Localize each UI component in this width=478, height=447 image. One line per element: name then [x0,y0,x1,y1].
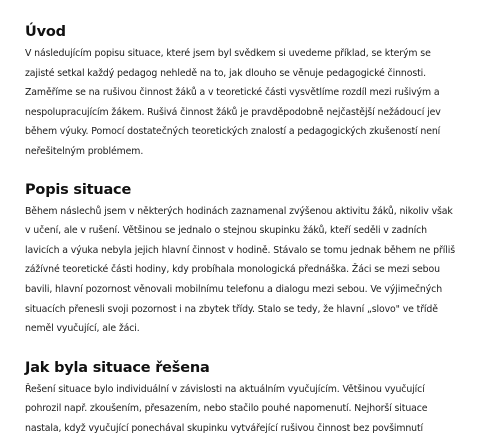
section-heading-jak-byla-situace-resena: Jak byla situace řešena [25,359,210,376]
paragraph-line: nespolupracujícím žákem. Rušivá činnost žáků je pravděpodobně nejčastější nežádoucí jev [25,106,441,118]
section-heading-popis-situace: Popis situace [25,181,132,198]
paragraph-line: Řešení situace bylo individuální v závislosti na aktuálním vyučujícím. Většinou vyučující [25,383,425,395]
section-body-popis-situace [25,202,471,339]
paragraph-line: V následujícím popisu situace, které jsem byl svědkem si uvedeme příklad, se kterým se [25,48,431,59]
paragraph-line: bavili, hlavní pozornost věnovali mobilnímu telefonu a dialogu mezi sebou. Ve výjimečných [25,283,443,295]
paragraph-line: neměl vyučující, ale žáci. [25,323,140,335]
paragraph-line: v učení, ale v rušení. Většinou se jednalo o stejnou skupinku žáků, kteří seděli v zadních [25,225,428,237]
section-heading-uvod: Úvod [25,24,66,40]
paragraph-line: zážívné teoretické části hodiny, kdy probíhala monologická přednáška. Žáci se mezi sebou [25,264,440,276]
paragraph-line: neřešitelným problémem. [25,145,144,157]
paragraph-line: Během náslechů jsem v některých hodinách zaznamenal zvýšenou aktivitu žáků, nikoliv však [25,205,453,217]
paragraph-line: nastala, když vyučující ponechával skupinku vytvářející rušivou činnost bez povšimnutí [25,422,424,434]
paragraph-line: zajisté setkal každý pedagog nehledě na to, jak dlouho se věnuje pedagogické činnosti. [25,67,426,79]
document-page [25,0,471,439]
paragraph-line: lavicích a výuka nebyla jejich hlavní činnost v hodině. Stávalo se tomu jednak během ne příliš [25,244,455,256]
paragraph-line: situacích přenesli svoji pozornost i na zbytek třídy. Stalo se tedy, že hlavní „slovo" ve třídě [25,303,438,315]
section-body-jak-byla-situace-resena [25,380,471,439]
paragraph-line: během výuky. Pomocí dostatečných teoretických znalostí a pedagogických zkušeností není [25,126,441,138]
paragraph-line: Zaměříme se na rušivou činnost žáků a v teoretické části vysvětlíme rozdíl mezi rušivým a [25,87,440,99]
paragraph-line: pohrozil např. zkoušením, přesazením, nebo stačilo pouhé napomenutí. Nejhorší situace [25,403,428,415]
section-body-uvod [25,44,471,162]
